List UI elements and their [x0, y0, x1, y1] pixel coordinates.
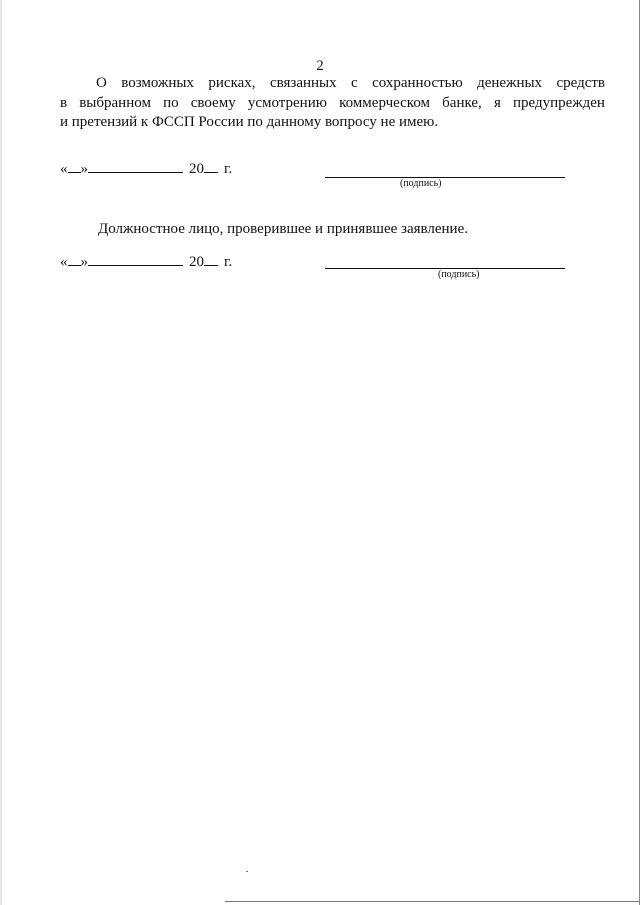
- word: коммерческом: [339, 94, 431, 111]
- word: своему: [190, 94, 236, 111]
- signature-caption-1: (подпись): [400, 178, 442, 189]
- paragraph-line-3: [60, 113, 605, 133]
- word: средств: [556, 75, 605, 91]
- official-statement: Должностное лицо, проверившее и принявшее заявление.: [98, 221, 468, 237]
- word: О: [96, 75, 107, 91]
- year-blank: [204, 254, 218, 266]
- year-suffix: г.: [224, 161, 233, 177]
- page-number: 2: [316, 58, 324, 74]
- year-blank: [204, 161, 218, 173]
- sentence: и претензий к ФССП России по данному вопросу не имею.: [60, 114, 439, 130]
- year-prefix: 20: [189, 161, 204, 177]
- day-blank: [68, 161, 81, 173]
- signature-line-1: [325, 177, 565, 178]
- month-blank: [88, 161, 183, 173]
- word: я: [493, 94, 501, 111]
- word: с: [351, 75, 358, 91]
- year-suffix: г.: [224, 254, 233, 270]
- month-blank: [88, 254, 183, 266]
- paragraph-line-2: [60, 94, 605, 114]
- signature-caption-2: (подпись): [438, 269, 480, 280]
- word: усмотрению: [247, 94, 327, 111]
- close-quote: »: [80, 161, 88, 177]
- risk-paragraph: [60, 74, 605, 133]
- open-quote: «: [60, 161, 68, 177]
- word: предупрежден: [512, 94, 605, 111]
- paragraph-line-1: [60, 74, 605, 94]
- word: сохранностью: [372, 75, 463, 91]
- scan-left-edge: [0, 0, 2, 905]
- year-prefix: 20: [189, 254, 204, 270]
- word: возможных: [121, 75, 195, 91]
- word: по: [163, 94, 179, 111]
- word: в: [60, 94, 68, 111]
- scan-speck: [246, 871, 248, 872]
- word: банке,: [442, 94, 482, 111]
- word: связанных: [269, 75, 337, 91]
- open-quote: «: [60, 254, 68, 270]
- day-blank: [68, 254, 81, 266]
- scan-bottom-edge: [225, 901, 640, 902]
- date-field-1: [60, 161, 232, 178]
- word: рисках,: [208, 75, 256, 91]
- word: денежных: [477, 75, 543, 91]
- date-field-2: [60, 254, 232, 271]
- close-quote: »: [80, 254, 88, 270]
- word: выбранном: [79, 94, 151, 111]
